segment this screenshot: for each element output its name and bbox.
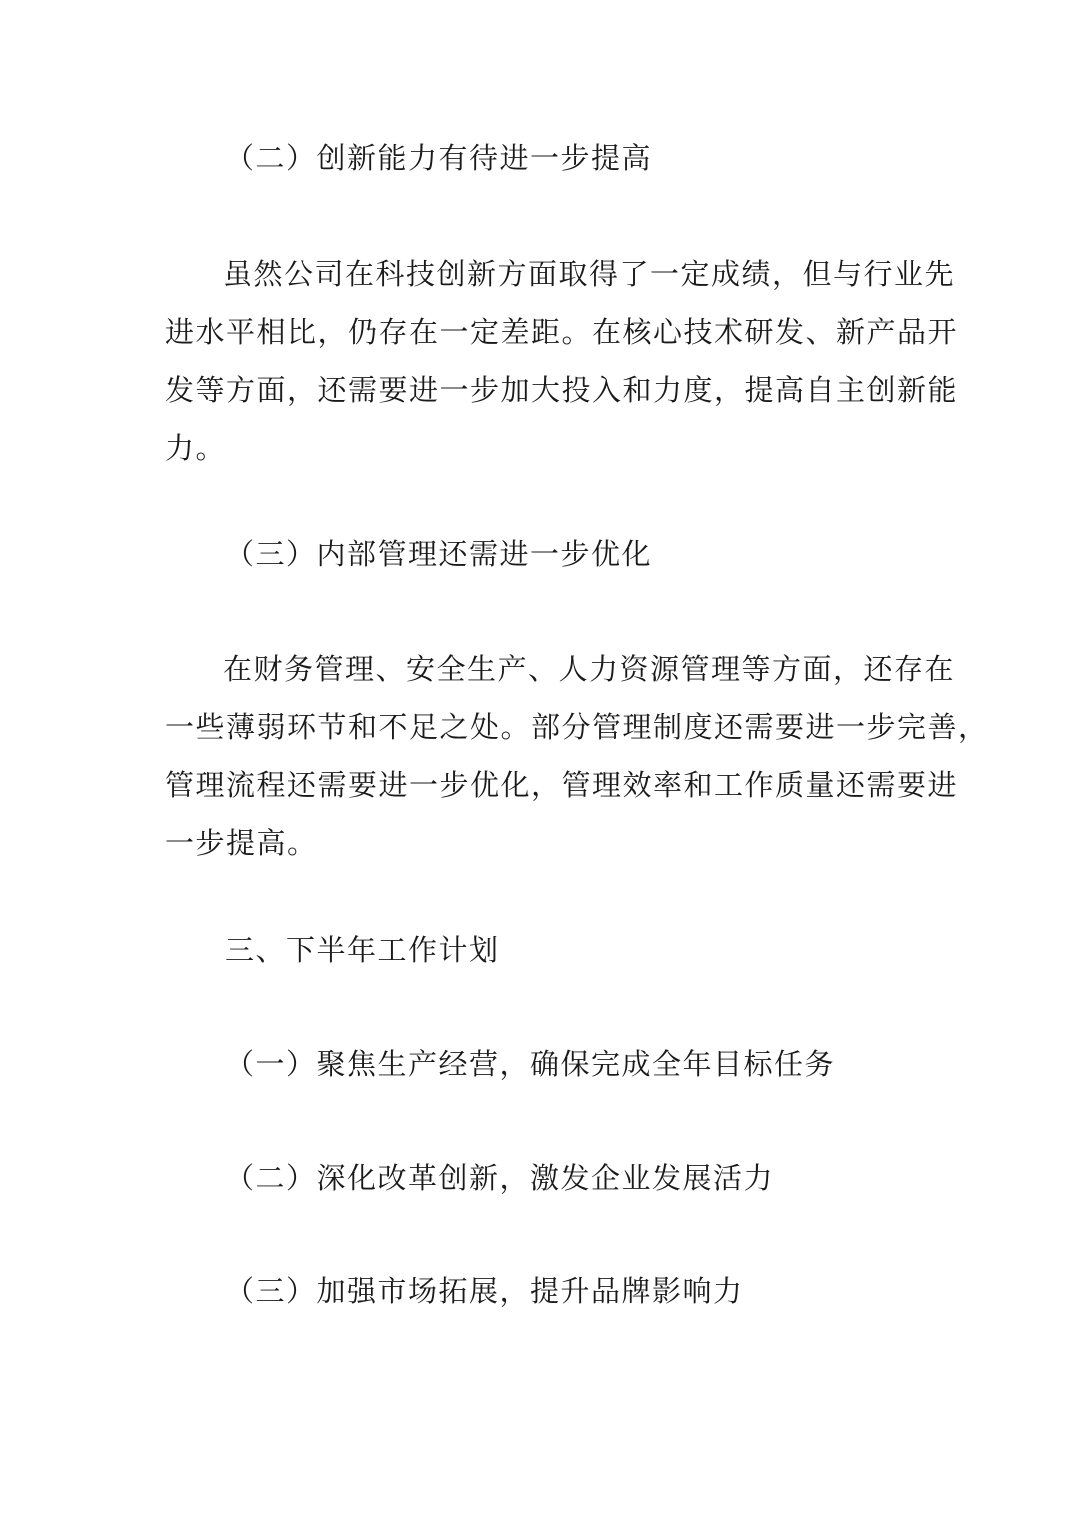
paragraph-line: 一些薄弱环节和不足之处。部分管理制度还需要进一步完善， (165, 710, 989, 744)
paragraph-management (165, 640, 989, 872)
paragraph-line: 在财务管理、安全生产、人力资源管理等方面，还存在 (223, 652, 956, 686)
paragraph-innovation (165, 245, 959, 477)
paragraph-line: 进水平相比，仍存在一定差距。在核心技术研发、新产品开 (165, 315, 959, 349)
plan-item: （三）加强市场拓展，提升品牌影响力 (225, 1274, 744, 1308)
section-heading-plan: 三、下半年工作计划 (225, 933, 500, 967)
paragraph-line: 管理流程还需要进一步优化，管理效率和工作质量还需要进 (165, 768, 959, 802)
plan-item: （二）深化改革创新，激发企业发展活力 (225, 1161, 775, 1195)
plan-item: （一）聚焦生产经营，确保完成全年目标任务 (225, 1047, 836, 1081)
heading-innovation: （二）创新能力有待进一步提高 (225, 141, 653, 175)
paragraph-line: 虽然公司在科技创新方面取得了一定成绩，但与行业先 (223, 257, 956, 291)
paragraph-line: 一步提高。 (165, 826, 318, 860)
paragraph-line: 发等方面，还需要进一步加大投入和力度，提高自主创新能 (165, 373, 959, 407)
paragraph-line: 力。 (165, 431, 227, 465)
heading-management: （三）内部管理还需进一步优化 (225, 537, 653, 571)
